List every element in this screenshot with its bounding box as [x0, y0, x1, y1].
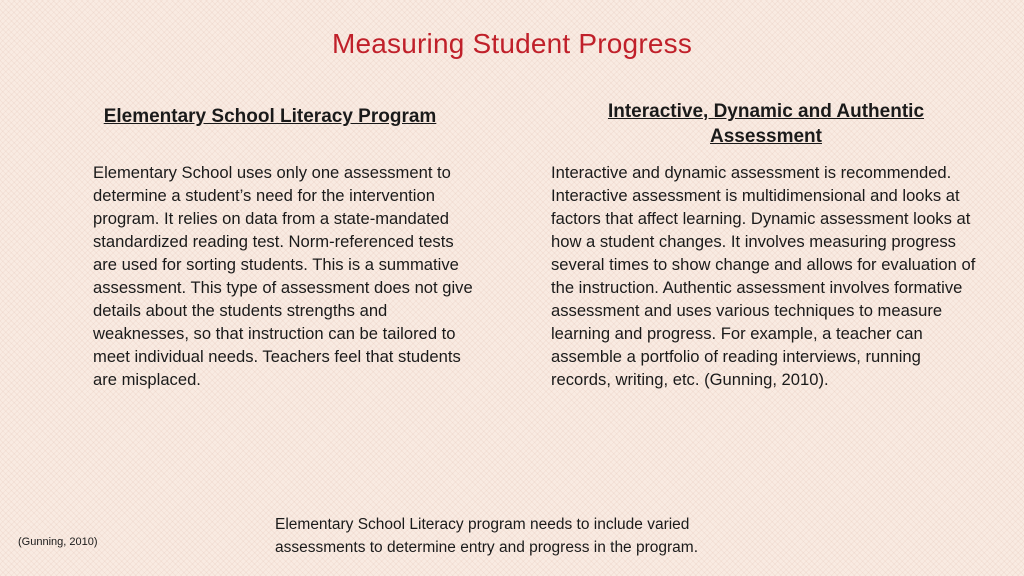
left-column-heading: Elementary School Literacy Program [103, 106, 437, 127]
left-column-body: Elementary School uses only one assessment to determine a student’s need for the intervention program. It relies on data from a state-mandated standardized reading test. Norm-referenced tests are used for sorting students. This is a summative assessment. This type of assessment does not give details about the students strengths and weaknesses, so that instruction can be tailored to meet individual needs. Teachers feel that students are misplaced. [93, 163, 473, 389]
citation-note: (Gunning, 2010) [18, 536, 98, 548]
conclusion-text: Elementary School Literacy program needs to include varied assessments to determine entry and progress in the program. [275, 516, 699, 556]
right-column-heading: Interactive, Dynamic and Authentic Assessment [607, 101, 925, 147]
right-column-body: Interactive and dynamic assessment is recommended. Interactive assessment is multidimensional and looks at factors that affect learning. Dynamic assessment looks at how a student changes. It involves measuring progress several times to show change and allows for evaluation of the instruction. Authentic assessment involves formative assessment and uses various techniques to measure learning and progress. For example, a teacher can assemble a portfolio of reading interviews, running records, writing, etc. (Gunning, 2010). [551, 163, 976, 389]
slide-title: Measuring Student Progress [331, 28, 693, 59]
